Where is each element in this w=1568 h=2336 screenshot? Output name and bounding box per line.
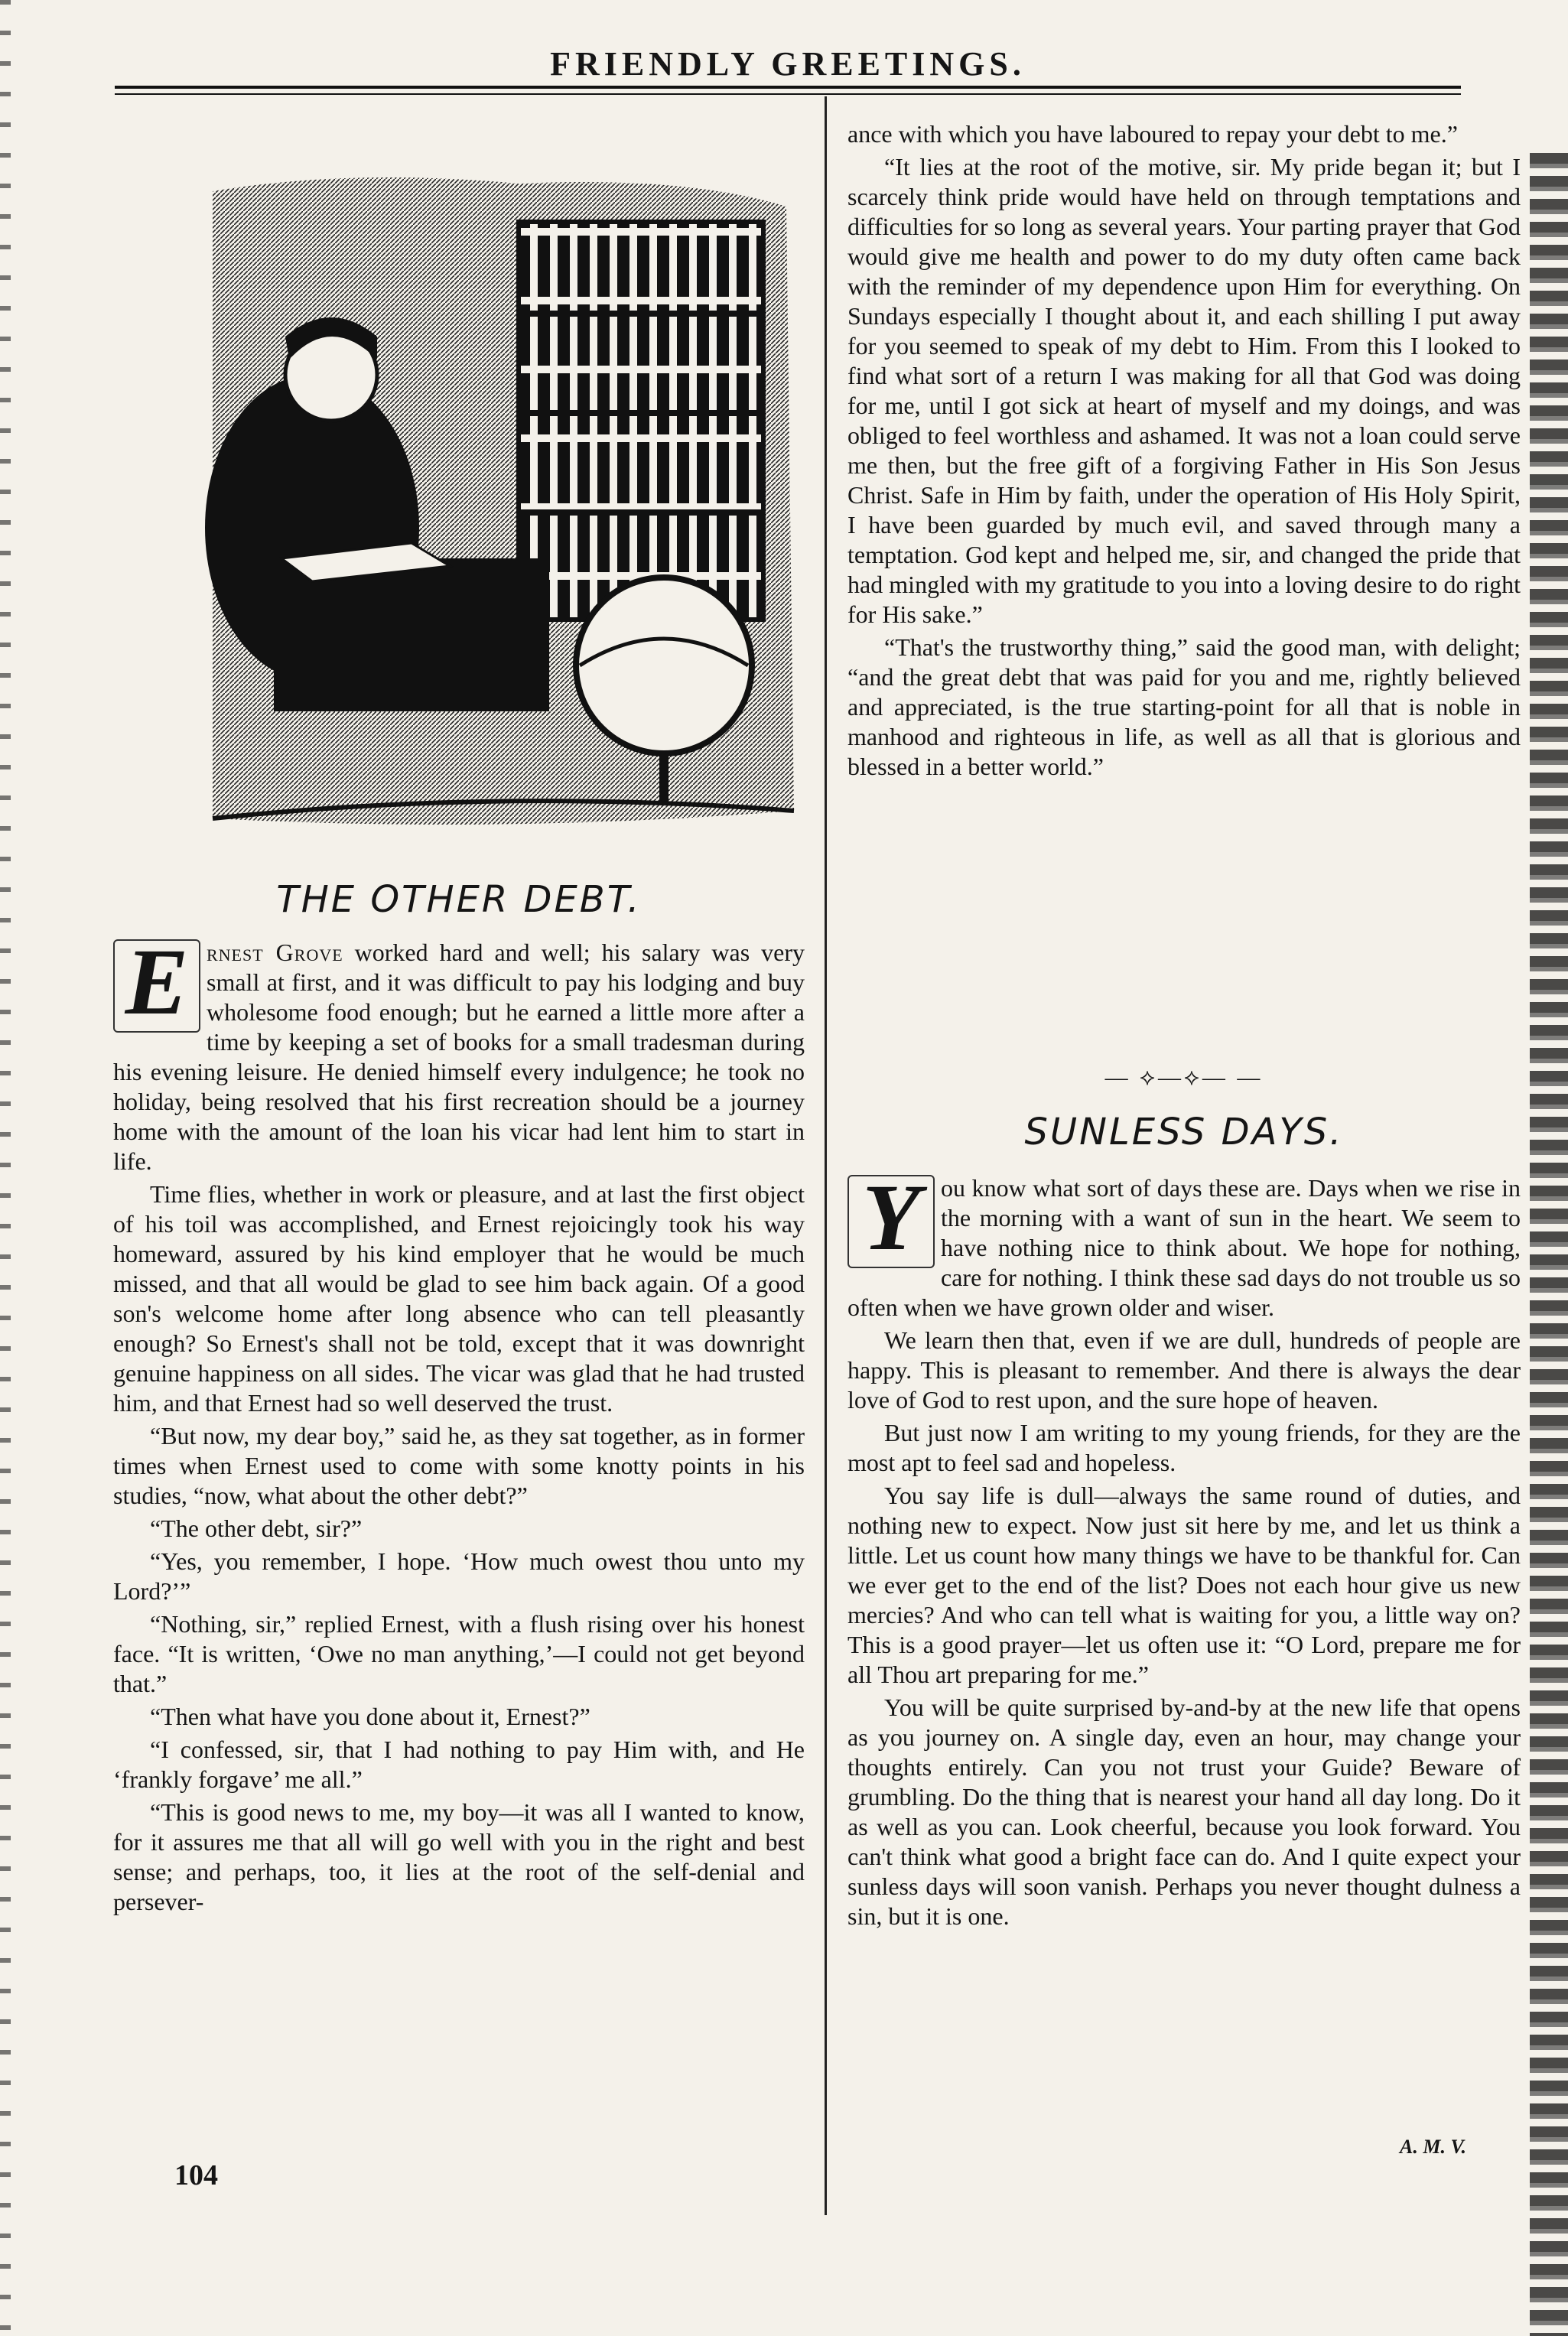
article-paragraph: You say life is dull—always the same round of duties, and nothing new to expect. Now just sit here by me, and let us think a little. Let us count how many things we have to be thankful for. Can we ever get to the end of the list? Does not each hour give us new mercies? And who can tell what is waiting for you, a little way on? This is a good prayer—let us often use it: “O Lord, prepare me for all Thou art preparing for me.” <box>847 1482 1521 1688</box>
article-body-right <box>847 1165 1521 1934</box>
page-edge-left <box>0 0 11 2336</box>
page-number: 104 <box>174 2159 218 2191</box>
article-paragraph: “Yes, you remember, I hope. ‘How much owest thou unto my Lord?’” <box>113 1547 805 1605</box>
page-header: FRIENDLY GREETINGS. <box>550 45 1026 83</box>
article-paragraph: “But now, my dear boy,” said he, as they sat together, as in former times when Ernest used to come with some knotty points in his studies, “now, what about the other debt?” <box>113 1422 805 1509</box>
article-paragraph: We learn then that, even if we are dull, hundreds of people are happy. This is pleasant to remember. And there is always the dear love of God to rest upon, and the sure hope of heaven. <box>847 1326 1521 1414</box>
author-signature: A. M. V. <box>1400 2136 1466 2158</box>
article-body-left <box>113 929 805 1920</box>
column-divider <box>825 96 827 2215</box>
article-paragraph: “Then what have you done about it, Ernest?” <box>150 1703 590 1730</box>
article-continuation <box>847 119 1521 785</box>
opening-smallcaps: rnest Grove <box>207 939 343 966</box>
engraving-illustration <box>197 161 802 841</box>
header-rule-thin <box>115 93 1461 95</box>
article-title-sunless-days: SUNLESS DAYS. <box>1024 1111 1344 1153</box>
article-paragraph: Time flies, whether in work or pleasure, and at last the first object of his toil was accomplished, and Ernest rejoicingly took his way homeward, assured by his kind employer that he would be much missed, and that all would be glad to see him back again. Of a good son's welcome home after long absence who can tell pleasantly enough? So Ernest's shall not be told, except that it was downright genuine happiness on all sides. The vicar was glad that he had trusted him, and that Ernest had so well deserved the trust. <box>113 1180 805 1417</box>
article-paragraph: “It lies at the root of the motive, sir. My pride began it; but I scarcely think pride would have held on through temptations and difficulties for so long as several years. Your parting prayer that God would give me health and power to do my duty often came back with the reminder of my dependence upon Him for everything. On Sundays especially I thought about it, and each shilling I put away for you seemed to speak of my debt to Him. From this I looked to find what sort of a return I was making for all that God was doing for me, until I got sick at heart of myself and my doings, and was obliged to feel worthless and ashamed. It was not a loan could serve me then, but the free gift of a forgiving Father in His Son Jesus Christ. Safe in Him by faith, under the operation of His Holy Spirit, I have been guarded by much evil, and saved through many a temptation. God kept and helped me, sir, and changed the pride that had mingled with my gratitude to you into a loving desire to do right for His sake.” <box>847 153 1521 628</box>
article-paragraph: But just now I am writing to my young friends, for they are the most apt to feel sad and hopeless. <box>847 1419 1521 1476</box>
section-separator: — ⟡—⟡— — <box>1104 1065 1264 1090</box>
article-paragraph <box>847 1165 1521 1323</box>
header-rule <box>115 86 1461 89</box>
article-paragraph: “I confessed, sir, that I had nothing to pay Him with, and He ‘frankly forgave’ me all.” <box>113 1736 805 1793</box>
paragraph-text: ou know what sort of days these are. Days when we rise in the morning with a want of sun in the heart. We seem to have nothing nice to think about. We hope for nothing, care for nothing. I think these sad days do not trouble us so often when we have grown older and wiser. <box>847 1174 1521 1321</box>
article-paragraph: You will be quite surprised by-and-by at the new life that opens as you journey on. A single day, even an hour, may change your thoughts entirely. Can you not trust your Guide? Beware of grumbling. Do the thing that is nearest your hand all day long. Do it as well as you can. Look cheerful, because you look forward. You can't think what good a bright face can do. And I quite expect your sunless days will soon vanish. Perhaps you never thought dulness a sin, but it is one. <box>847 1693 1521 1930</box>
article-paragraph: “This is good news to me, my boy—it was all I wanted to know, for it assures me that all will go well with you in the right and best sense; and perhaps, too, it lies at the root of the self-denial and persever- <box>113 1798 805 1915</box>
article-paragraph: “That's the trustworthy thing,” said the good man, with delight; “and the great debt that was paid for you and me, rightly believed and appreciated, is the true starting-point for all that is noble in manhood and righteous in life, as well as all that is glorious and blessed in a better world.” <box>847 633 1521 780</box>
article-paragraph: “The other debt, sir?” <box>150 1514 363 1542</box>
article-paragraph <box>113 929 805 1176</box>
drop-cap: E <box>113 939 200 1033</box>
drop-cap: Y <box>847 1175 935 1268</box>
article-title-other-debt: THE OTHER DEBT. <box>276 878 642 921</box>
article-paragraph: ance with which you have laboured to repay your debt to me.” <box>847 120 1458 148</box>
article-paragraph: “Nothing, sir,” replied Ernest, with a flush rising over his honest face. “It is written, ‘Owe no man anything,’—I could not get beyond that.” <box>113 1610 805 1697</box>
page-edge-right <box>1530 153 1568 2336</box>
paragraph-text: worked hard and well; his salary was very small at first, and it was difficult to pay his lodging and buy wholesome food enough; but he earned a little more after a time by keeping a set of books for a small tradesman during his evening leisure. He denied himself every indulgence; he took no holiday, being resolved that his first recreation should be a journey home with the amount of the loan his vicar had lent him to start in life. <box>113 939 805 1175</box>
